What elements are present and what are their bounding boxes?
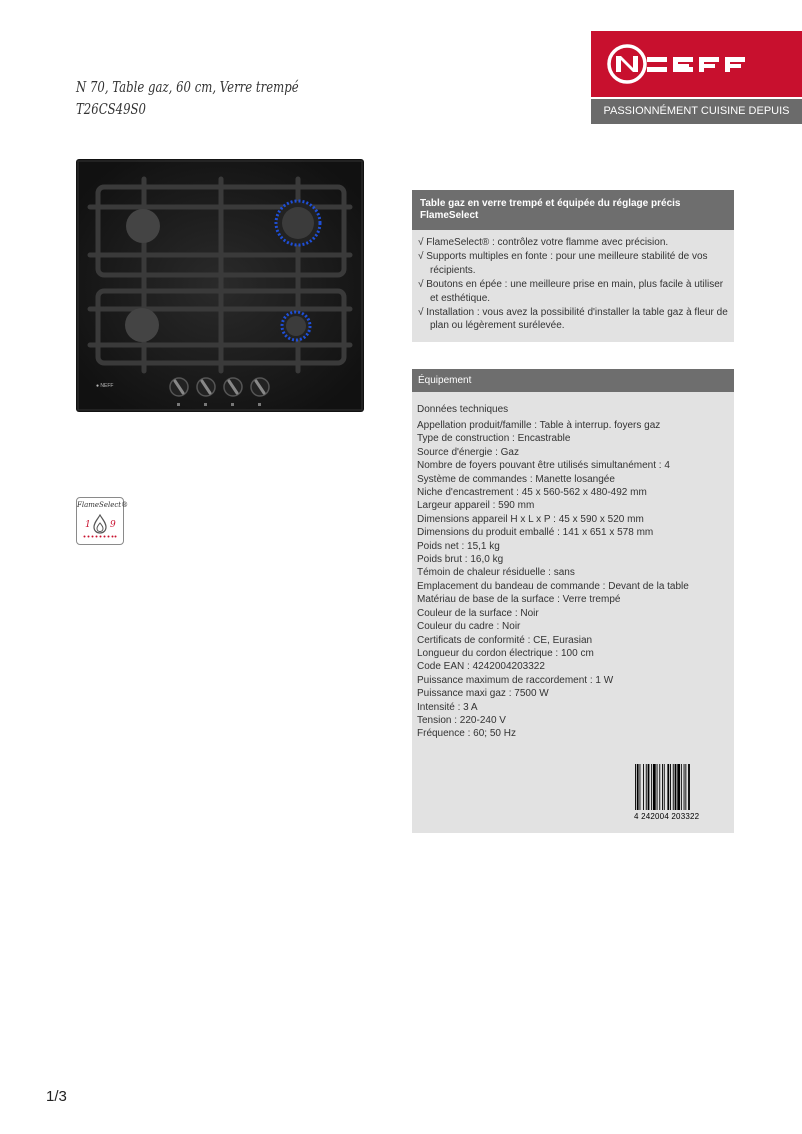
flameselect-dots-icon bbox=[83, 535, 117, 538]
spec-row: Témoin de chaleur résiduelle : sans bbox=[417, 567, 575, 579]
spec-row: Longueur du cordon électrique : 100 cm bbox=[417, 647, 594, 659]
spec-row: Système de commandes : Manette losangée bbox=[417, 473, 615, 485]
features-list bbox=[412, 230, 734, 333]
flameselect-max: 9 bbox=[110, 520, 116, 530]
flameselect-badge bbox=[76, 497, 129, 545]
spec-row: Intensité : 3 A bbox=[417, 701, 478, 713]
page-number: 1/3 bbox=[46, 1088, 67, 1105]
spec-row: Niche d'encastrement : 45 x 560-562 x 480-492 mm bbox=[417, 487, 647, 499]
spec-row: Couleur de la surface : Noir bbox=[417, 607, 539, 619]
feature-item: √ Supports multiples en fonte : pour une meilleure stabilité de vos récipients. bbox=[418, 251, 708, 276]
features-panel bbox=[412, 190, 734, 342]
spec-row: Tension : 220-240 V bbox=[417, 714, 506, 726]
spec-row: Type de construction : Encastrable bbox=[417, 433, 571, 445]
flameselect-label: FlameSelect® bbox=[77, 501, 129, 509]
spec-row: Poids brut : 16,0 kg bbox=[417, 554, 504, 566]
svg-text:● NEFF: ● NEFF bbox=[96, 383, 114, 389]
spec-row: Dimensions du produit emballé : 141 x 651 x 578 mm bbox=[417, 527, 654, 539]
spec-row: Puissance maxi gaz : 7500 W bbox=[417, 688, 549, 700]
spec-row: Appellation produit/famille : Table à interrup. foyers gaz bbox=[417, 420, 661, 431]
flameselect-min: 1 bbox=[85, 520, 91, 530]
feature-item: √ Installation : vous avez la possibilité d'installer la table gaz à fleur de plan ou légèrement surélevée. bbox=[418, 307, 728, 332]
spec-row: Poids net : 15,1 kg bbox=[417, 540, 500, 552]
gas-hob-icon bbox=[76, 159, 364, 412]
document-title bbox=[76, 76, 299, 120]
brand-tagline: PASSIONNÉMENT CUISINE DEPUIS 1877 bbox=[591, 99, 802, 124]
ean-barcode bbox=[634, 764, 710, 822]
spec-row: Dimensions appareil H x L x P : 45 x 590 x 520 mm bbox=[417, 513, 644, 525]
title-model-number: T26CS49S0 bbox=[76, 100, 147, 118]
spec-row: Couleur du cadre : Noir bbox=[417, 621, 521, 633]
flame-icon bbox=[91, 514, 109, 534]
feature-item: √ Boutons en épée : une meilleure prise en main, plus facile à utiliser et esthétique. bbox=[418, 279, 724, 304]
features-heading: Table gaz en verre trempé et équipée du réglage précis FlameSelect bbox=[412, 190, 734, 230]
feature-item: √ FlameSelect® : contrôlez votre flamme avec précision. bbox=[418, 237, 669, 248]
spec-row: Emplacement du bandeau de commande : Devant de la table bbox=[417, 580, 689, 592]
product-image bbox=[76, 159, 364, 412]
spec-row: Largeur appareil : 590 mm bbox=[417, 500, 535, 512]
equipment-subheading: Données techniques bbox=[417, 404, 509, 415]
neff-emblem-icon bbox=[591, 31, 802, 97]
spec-row: Matériau de base de la surface : Verre trempé bbox=[417, 594, 621, 606]
spec-row: Certificats de conformité : CE, Eurasian bbox=[417, 634, 593, 646]
spec-row: Source d'énergie : Gaz bbox=[417, 446, 519, 458]
barcode-icon bbox=[634, 764, 710, 812]
logo-red-panel bbox=[591, 31, 802, 97]
equipment-heading: Équipement bbox=[412, 369, 734, 392]
spec-list bbox=[412, 419, 734, 741]
spec-row: Puissance maximum de raccordement : 1 W bbox=[417, 674, 614, 686]
spec-row: Nombre de foyers pouvant être utilisés simultanément : 4 bbox=[417, 460, 670, 472]
barcode-digits: 4 242004 203322 bbox=[634, 812, 700, 821]
spec-row: Fréquence : 60; 50 Hz bbox=[417, 728, 516, 740]
spec-row: Code EAN : 4242004203322 bbox=[417, 661, 545, 673]
neff-logo bbox=[591, 31, 802, 142]
title-product-line: N 70, Table gaz, 60 cm, Verre trempé bbox=[76, 78, 299, 96]
